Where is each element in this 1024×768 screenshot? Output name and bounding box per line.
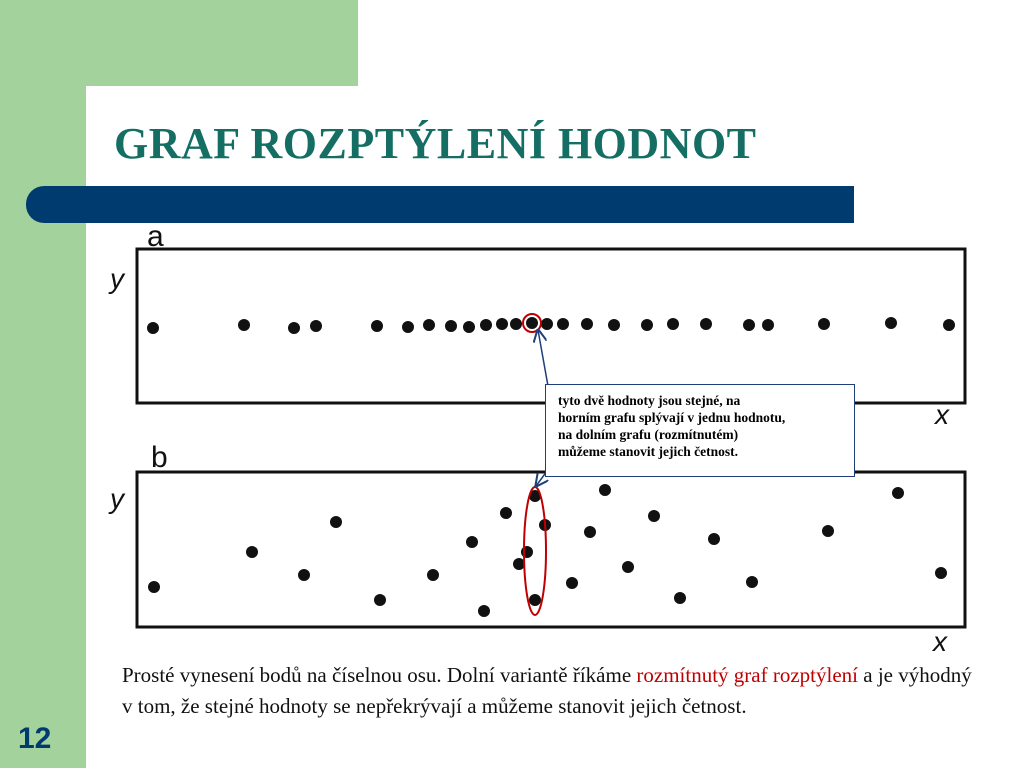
- scatter-point: [648, 510, 660, 522]
- scatter-point: [743, 319, 755, 331]
- panel-a-points: [147, 317, 955, 334]
- scatter-point: [463, 321, 475, 333]
- scatter-point: [822, 525, 834, 537]
- panel-a-x-axis-label: x: [935, 399, 949, 430]
- scatter-point: [584, 526, 596, 538]
- scatter-point: [148, 581, 160, 593]
- scatter-point: [674, 592, 686, 604]
- scatter-point: [427, 569, 439, 581]
- panel-b-frame: [137, 472, 965, 627]
- scatter-point: [423, 319, 435, 331]
- scatter-point: [708, 533, 720, 545]
- panel-a-y-axis-label: y: [110, 263, 124, 294]
- scatter-point: [943, 319, 955, 331]
- scatter-point: [526, 317, 538, 329]
- panel-b-label: b: [151, 441, 168, 474]
- scatter-point: [622, 561, 634, 573]
- scatter-point: [557, 318, 569, 330]
- scatter-point: [330, 516, 342, 528]
- scatter-point: [541, 318, 553, 330]
- scatter-point: [885, 317, 897, 329]
- panel-a-label: a: [147, 220, 164, 253]
- scatter-point: [608, 319, 620, 331]
- callout-line: můžeme stanovit jejich četnost.: [558, 444, 738, 459]
- scatter-point: [445, 320, 457, 332]
- scatter-point: [529, 594, 541, 606]
- scatter-point: [500, 507, 512, 519]
- scatter-point: [667, 318, 679, 330]
- panel-b-points: [148, 484, 947, 617]
- panel-b-y-axis-label: y: [110, 483, 124, 514]
- caption-part-1: Prosté vynesení bodů na číselnou osu. Dolní variantě říkáme: [122, 663, 637, 687]
- slide-title: GRAF ROZPTÝLENÍ HODNOT: [114, 119, 757, 168]
- scatter-point: [935, 567, 947, 579]
- panel-b-x-axis-label: x: [933, 626, 947, 657]
- callout-arrow-up: [538, 330, 548, 386]
- scatter-point: [478, 605, 490, 617]
- scatter-point: [310, 320, 322, 332]
- slide-number: 12: [18, 722, 52, 755]
- scatter-point: [818, 318, 830, 330]
- scatter-point: [466, 536, 478, 548]
- scatter-point: [581, 318, 593, 330]
- caption-highlight: rozmítnutý graf rozptýlení: [636, 663, 858, 687]
- scatter-point: [521, 546, 533, 558]
- scatter-point: [892, 487, 904, 499]
- scatter-point: [147, 322, 159, 334]
- scatter-point: [371, 320, 383, 332]
- scatter-point: [288, 322, 300, 334]
- scatter-point: [566, 577, 578, 589]
- scatter-point: [746, 576, 758, 588]
- scatter-point: [762, 319, 774, 331]
- caption-part-2: a je výhodný v tom, že stejné hodnoty se nepřekrývají a můžeme stanovit jejich četnost.: [122, 663, 972, 718]
- scatter-point: [599, 484, 611, 496]
- callout-line: tyto dvě hodnoty jsou stejné, na: [558, 393, 741, 408]
- scatter-point: [510, 318, 522, 330]
- caption-text: [122, 660, 972, 722]
- scatter-point: [641, 319, 653, 331]
- callout-line: horním grafu splývají v jednu hodnotu,: [558, 410, 786, 425]
- scatter-point: [402, 321, 414, 333]
- callout-box: [545, 384, 855, 477]
- scatter-point: [480, 319, 492, 331]
- scatter-point: [700, 318, 712, 330]
- callout-line: na dolním grafu (rozmítnutém): [558, 427, 739, 442]
- scatter-point: [238, 319, 250, 331]
- scatter-point: [246, 546, 258, 558]
- scatter-point: [374, 594, 386, 606]
- scatter-point: [298, 569, 310, 581]
- scatter-point: [496, 318, 508, 330]
